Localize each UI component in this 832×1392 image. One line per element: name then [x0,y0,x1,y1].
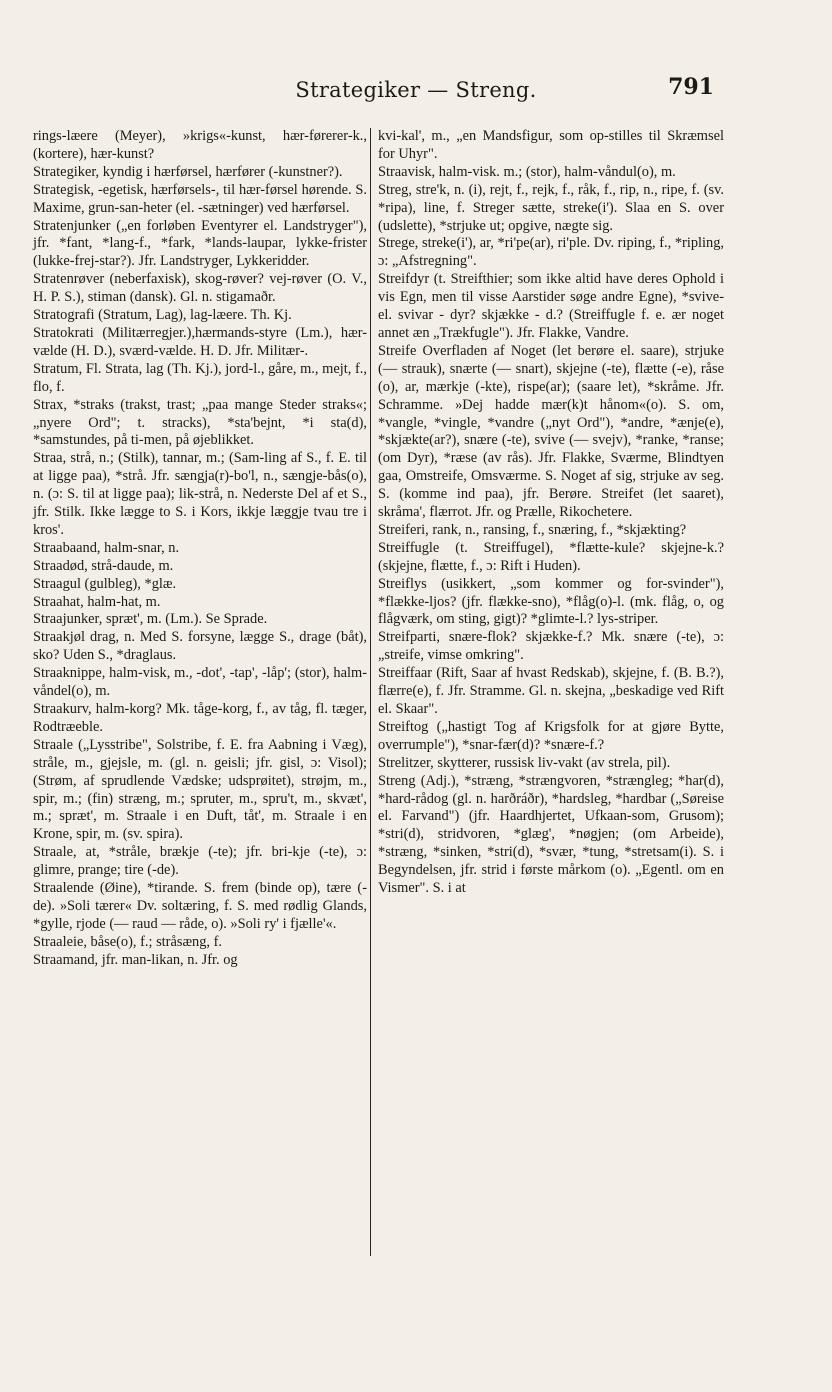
right-column [378,128,724,898]
dictionary-entry: Straakjøl drag, n. Med S. forsyne, lægge S., drage (båt), sko? Uden S., *draglaus. [33,629,367,664]
dictionary-entry: Stratokrati (Militærregjer.),hærmands-styre (Lm.), hær-vælde (H. D.), sværd-vælde. H. D. Jfr. Militær-. [33,324,367,359]
dictionary-entry: Straagul (gulbleg), *glæ. [33,575,177,592]
dictionary-entry: Stratenrøver (neberfaxisk), skog-røver? vej-røver (O. V., H. P. S.), stiman (dansk). Gl. n. stigamaðr. [33,271,367,306]
dictionary-entry: Streiffugle (t. Streiffugel), *flætte-kule? skjejne-k.? (skjejne, flætte, f., ɔ: Rift i Huden). [378,539,724,574]
dictionary-entry: Straavisk, halm-visk. m.; (stor), halm-våndul(o), m. [378,163,676,180]
dictionary-entry: Straajunker, spræt', m. (Lm.). Se Sprade. [33,611,268,628]
dictionary-entry: rings-læere (Meyer), »krigs«-kunst, hær-førerer-k., (kortere), hær-kunst? [33,128,367,162]
dictionary-entry: Strax, *straks (trakst, trast; „paa mange Steder straks«; „nyere Ord"; t. stracks), *sta'bejnt, *i sta(d), *samstundes, på ti-men, på øjeblikket. [33,396,367,449]
dictionary-entry: Streiftog („hastigt Tog af Krigsfolk for at gjøre Bytte, overrumple"), *snar-fær(d)? *snære-f.? [378,718,724,753]
dictionary-entry: Strege, streke(i'), ar, *ri'pe(ar), ri'ple. Dv. riping, f., *ripling, ɔ: „Afstregning". [378,235,724,270]
dictionary-entry: Straamand, jfr. man-likan, n. Jfr. og [33,951,238,968]
dictionary-entry: Straadød, strå-daude, m. [33,557,174,574]
dictionary-entry: Stratum, Fl. Strata, lag (Th. Kj.), jord-l., gåre, m., mejt, f., flo, f. [33,360,367,395]
dictionary-entry: Straalende (Øine), *tirande. S. frem (binde op), tære (-de). »Soli tærer« Dv. soltæring, f. S. med rødlig Glands, *gylle, rjode (— raud — råde, o). »Soli ry' i fjælle'«. [33,880,367,932]
dictionary-entry: Straabaand, halm-snar, n. [33,539,180,556]
dictionary-entry: Streng (Adj.), *stræng, *strængvoren, *strængleg; *har(d), *hard-rådog (gl. n. harðráðr), *hardsleg, *hardbar („Søreise el. Farvand") (jfr. Haardhjertet, Ufkaan-som, Grusom); *stri(d), stridvoren, *glæg', *nøgjen; (om Arbeide), *stræng, *sinken, *stri(d), *svær, *tung, *stretsam(i). S. i Begyndelsen, jfr. strid i første mårkom (o). „Egentl. om en Vismer". S. i at [378,772,724,897]
page-number: 791 [668,74,714,100]
dictionary-entry: Straahat, halm-hat, m. [33,593,161,610]
dictionary-entry: Streiflys (usikkert, „som kommer og for-svinder"), *flække-ljos? (jfr. flække-sno), *flåg(o)-l. (mk. flåg, o, og flågværk, om sting, gigt)? *glimte-l.? lys-striper. [378,575,724,628]
dictionary-entry: Streifdyr (t. Streifthier; som ikke altid have deres Ophold i vis Egn, men til visse Aarstider søge andre Egne), *svive- el. svivar - dyr? skjække - d.? (Streiffugle f. e. ær noget annet æn „Trækfugle"). Jfr. Flakke, Vandre. [378,271,724,341]
dictionary-entry: Straaleie, båse(o), f.; stråsæng, f. [33,933,223,950]
dictionary-entry: Streiferi, rank, n., ransing, f., snæring, f., *skjækting? [378,521,687,538]
dictionary-entry: kvi-kal', m., „en Mandsfigur, som op-stilles til Skræmsel for Uhyr". [378,128,724,162]
running-title: Strategiker — Streng. [295,78,537,102]
dictionary-entry: Straale („Lysstribe", Solstribe, f. E. fra Aabning i Væg), stråle, m., gjejsle, m. (gl. n. geisli; jfr. gisl, ɔ: Visol); (Strøm, af sprudlende Vædske; udsprøitet), strøjm, m., spir, m.; (fin) stræng, m.; spruter, m., spru't, m., skvæt', m.; spræt', m. Straale i en Duft, tåt', m. Straale i en Krone, spir, m. (sv. spira). [33,736,367,843]
dictionary-entry: Streiffaar (Rift, Saar af hvast Redskab), skjejne, f. (B. B.?), flærre(e), f. Jfr. Stramme. Gl. n. skejna, „beskadige ved Rift el. Skaar". [378,665,724,717]
column-divider [370,128,371,1256]
dictionary-entry: Straa, strå, n.; (Stilk), tannar, m.; (Sam-ling af S., f. E. til at ligge paa), *strå. Jfr. sængja(r)-bo'l, n., sængje-bås(o), n. (ɔ: S. til at ligge paa); lik-strå, n. Nederste Del af et S., jfr. Stilk. Ikke lægge to S. i Kors, ikkje læggje tvau tre i kros'. [33,450,367,538]
dictionary-entry: Strelitzer, skytterer, russisk liv-vakt (av strela, pil). [378,754,671,771]
dictionary-entry: Straale, at, *stråle, brækje (-te); jfr. bri-kje (-te), ɔ: glimre, prange; tire (-de). [33,844,367,879]
dictionary-entry: Strategiker, kyndig i hærførsel, hærfører (-kunstner?). [33,163,343,180]
dictionary-entry: Straaknippe, halm-visk, m., -dot', -tap', -låp'; (stor), halm-våndel(o), m. [33,665,367,700]
dictionary-entry: Streifparti, snære-flok? skjække-f.? Mk. snære (-te), ɔ: „streife, vimse omkring". [378,629,724,664]
dictionary-entry: Stratenjunker („en forløben Eventyrer el. Landstryger"), jfr. *fant, *lang-f., *fark, *lands-laupar, lykke-frister (lukke-frej-star?). Jfr. Landstryger, Lykkeridder. [33,217,367,270]
dictionary-entry: Streife Overfladen af Noget (let berøre el. saare), strjuke (— strauk), snærte (— snart), skjejne (-te), flætte (-e), råse (o), ar, mærkje (-kte), rispe(ar); (saare let), *skråme. Jfr. Schramme. »Dej hadde mær(k)t hånom«(o). S. om, *vangle, *vingle, *vandre („nyt Ord"), *andre, *ænje(e), *skjækte(ar?), snære (-te), svive (— svejv), *ranke, *ranse; (om Dyr), *ræse (av rås). Jfr. Flakke, Sværme, Blindtyen gaa, Omstreife, Omsværme. S. Noget af sig, strjuke av seg. S. (komme ind paa), jfr. Berøre. Streifet (let saaret), skråma', flærrot. Jfr. og Prælle, Rikochetere. [378,342,724,521]
dictionary-entry: Straakurv, halm-korg? Mk. tåge-korg, f., av tåg, fl. tæger, Rodtræeble. [33,701,367,735]
dictionary-entry: Strategisk, -egetisk, hærførsels-, til hær-førsel hørende. S. Maxime, grun-san-heter (el. -sætninger) ved hærførsel. [33,181,367,216]
left-column [33,128,367,970]
dictionary-entry: Stratografi (Stratum, Lag), lag-læere. Th. Kj. [33,307,292,324]
dictionary-entry: Streg, stre'k, n. (i), rejt, f., rejk, f., råk, f., rip, n., ripe, f. (sv. *ripa), line, f. Streger sætte, streke(i'). Slaa en S. over (udslette), *strjuke ut; opgive, nægte sig. [378,181,724,234]
page-header [0,72,832,112]
